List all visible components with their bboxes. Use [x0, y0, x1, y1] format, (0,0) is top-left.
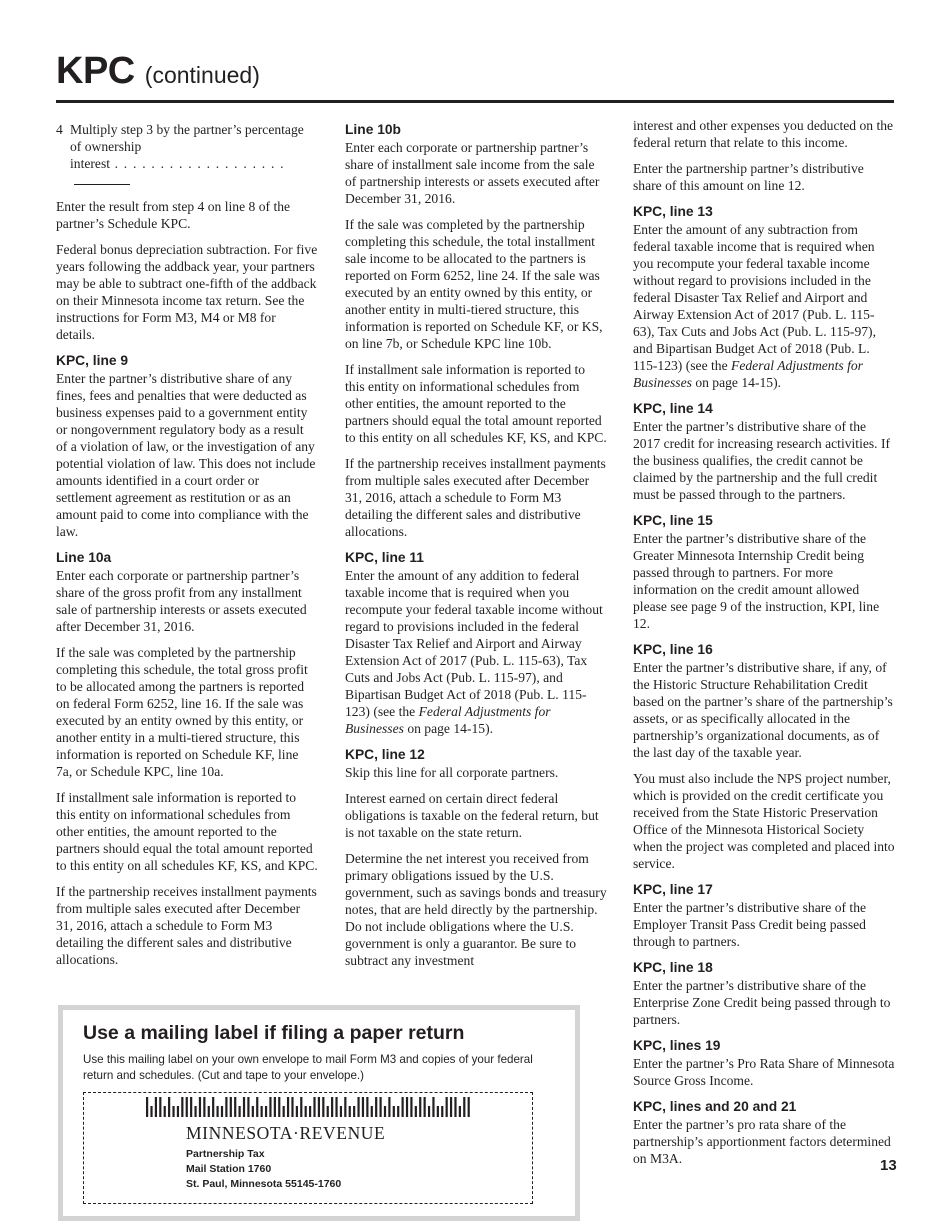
mailing-label-box: [58, 1005, 580, 1221]
heading-kpc-lines-20-21: KPC, lines and 20 and 21: [633, 1099, 797, 1114]
line-12-text-2: Interest earned on certain direct federal obligations is taxable on the federal return, but is not taxable on the state return.: [345, 791, 599, 840]
step-4-number: 4: [56, 122, 63, 137]
heading-kpc-line-11: KPC, line 11: [345, 550, 424, 565]
step-4-leader-dots: . . . . . . . . . . . . . . . . . . .: [110, 156, 285, 171]
heading-kpc-line-17: KPC, line 17: [633, 882, 713, 897]
line-13-text-b: on page 14-15).: [695, 375, 782, 390]
line-16-text-1: Enter the partner’s distributive share, if any, of the Historic Structure Rehabilitation Credit based on the partner’s share of the partnership’s assets, or as specifically allocated in the partnership’s organizational documents, as of the last day of the taxable year.: [633, 660, 893, 760]
line-10b-text-4: If the partnership receives installment payments from multiple sales executed after December 31, 2016, attach a schedule to Form M3 detailing the different sales and distributive allocations.: [345, 456, 606, 539]
line-12-text-3: Determine the net interest you received from primary obligations issued by the U.S. government, such as savings bonds and treasury notes, that are held directly by the partnership. Do not include obligations where the U.S. government is only a guarantor. Be sure to subtract any investment: [345, 851, 607, 968]
page-title: [56, 52, 260, 90]
mailing-label-title: Use a mailing label if filing a paper return: [83, 1022, 465, 1044]
heading-kpc-line-12: KPC, line 12: [345, 747, 425, 762]
step-4: [56, 121, 318, 189]
line-13-text-a: Enter the amount of any subtraction from federal taxable income that is required when you recompute your federal taxable income without regard to provisions included in the federal Disaster Tax Relief and Airport and Airway Extension Act of 2017 (Pub. L. 115-63), Tax Cuts and Jobs Act (Pub. L. 115-97), and Bipartisan Budget Act of 2018 (Pub. L. 115-123) (see the: [633, 222, 876, 373]
heading-line-10a: Line 10a: [56, 550, 112, 565]
line-10b-text-3: If installment sale information is reported to this entity on informational schedules from other entities, the amount reported to the partners should equal the total amount reported to this entity on all schedules KF, KS, and KPC.: [345, 362, 607, 445]
heading-kpc-line-13: KPC, line 13: [633, 204, 713, 219]
cut-out-mailing-label: [83, 1092, 533, 1204]
heading-kpc-line-18: KPC, line 18: [633, 960, 713, 975]
postal-barcode-icon: [146, 1097, 472, 1117]
page-title-main: KPC: [56, 50, 135, 92]
page-title-continued: (continued): [144, 62, 260, 88]
line-10a-text-2: If the sale was completed by the partnership completing this schedule, the total gross profit to be allocated among the partners is reported on federal Form 6252, line 16. If the sale was executed by an entity owned by this entity, or another entity in a multi-tiered structure, this information is reported on Schedule KF, line 7a, or Schedule KPC, line 10a.: [56, 645, 308, 779]
step-4-entry-line: [74, 184, 130, 185]
address-line-1: Partnership Tax: [186, 1148, 265, 1160]
title-rule: [56, 100, 894, 103]
line-20-21-text: Enter the partner’s pro rata share of the partnership’s apportionment factors determined on M3A.: [633, 1117, 891, 1166]
bonus-depreciation-note: Federal bonus depreciation subtraction. For five years following the addback year, your partners may be able to subtract one-fifth of the addback on their Minnesota income tax return. See the instructions for Form M3, M4 or M8 for details.: [56, 242, 318, 342]
line-10b-text-2: If the sale was completed by the partnership completing this schedule, the total installment sale income to be allocated to the partners is reported on Form 6252, line 24. If the sale was executed by an entity owned by this entity, or another entity in multi-tiered structure, this information is reported on Schedule KF, or KS, on line 7b, or Schedule KPC line 10b.: [345, 217, 603, 351]
heading-kpc-line-15: KPC, line 15: [633, 513, 713, 528]
line-11-text: [345, 567, 607, 737]
line-13-reference: Federal Adjustments for Businesses: [633, 358, 863, 390]
step-4-result-note: Enter the result from step 4 on line 8 of the partner’s Schedule KPC.: [56, 199, 291, 231]
column-middle: [345, 121, 607, 978]
line-11-text-b: on page 14-15).: [407, 721, 494, 736]
heading-kpc-lines-19: KPC, lines 19: [633, 1038, 721, 1053]
line-11-reference: Federal Adjustments for Businesses: [345, 704, 551, 736]
step-4-text: Multiply step 3 by the partner’s percentage of ownership: [70, 122, 304, 154]
mailing-label-instructions: Use this mailing label on your own envelope to mail Form M3 and copies of your federal return and schedules. (Cut and tape to your envelope.): [83, 1053, 533, 1082]
step-4-interest: interest: [70, 156, 111, 171]
heading-kpc-line-16: KPC, line 16: [633, 642, 713, 657]
heading-kpc-line-14: KPC, line 14: [633, 401, 713, 416]
page-number: 13: [880, 1157, 897, 1174]
line-12-continued-1: interest and other expenses you deducted on the federal return that relate to this income.: [633, 118, 894, 150]
mailing-address: [186, 1147, 341, 1192]
line-14-text: Enter the partner’s distributive share of the 2017 credit for increasing research activities. If the business qualifies, the credit cannot be claimed by the partnership and the full credit must be passed through to the partners.: [633, 419, 891, 502]
line-10a-text-3: If installment sale information is reported to this entity on informational schedules from other entities, the amount reported to the partners should equal the total amount reported to this entity on all schedules KF, KS, and KPC.: [56, 790, 318, 873]
line-19-text: Enter the partner’s Pro Rata Share of Minnesota Source Gross Income.: [633, 1056, 895, 1088]
line-18-text: Enter the partner’s distributive share of the Enterprise Zone Credit being passed through to partners.: [633, 978, 891, 1027]
line-10a-text-4: If the partnership receives installment payments from multiple sales executed after December 31, 2016, attach a schedule to Form M3 detailing the different sales and distributive allocations.: [56, 884, 317, 967]
line-11-text-a: Enter the amount of any addition to federal taxable income that is required when you recompute your federal taxable income without regard to provisions included in the federal Disaster Tax Relief and Airport and Airway Extension Act of 2017 (Pub. L. 115-63), Tax Cuts and Jobs Act (Pub. L. 115-97), and Bipartisan Budget Act of 2018 (Pub. L. 115-123) (see the: [345, 568, 603, 719]
heading-kpc-line-9: KPC, line 9: [56, 353, 129, 368]
line-15-text: Enter the partner’s distributive share of the Greater Minnesota Internship Credit being passed through to partners. For more information on the credit amount allowed please see page 9 of the instruction, KPI, line 12.: [633, 531, 880, 631]
line-10b-text-1: Enter each corporate or partnership partner’s share of installment sale income from the sale of partnership interests or assets executed after December 31, 2016.: [345, 140, 600, 206]
heading-line-10b: Line 10b: [345, 122, 401, 137]
address-line-2: Mail Station 1760: [186, 1163, 272, 1175]
minnesota-revenue-logo: MINNESOTA·REVENUE: [186, 1123, 386, 1143]
address-line-3: St. Paul, Minnesota 55145-1760: [186, 1178, 342, 1190]
line-12-text-1: Skip this line for all corporate partners.: [345, 765, 559, 780]
column-left: [56, 121, 318, 977]
line-9-text: Enter the partner’s distributive share of any fines, fees and penalties that were deducted as business expenses paid to a government entity or nongovernment regulatory body as a result of a violation of law, or the investigation of any potential violation of law. This does not include amounts identified in a court order or settlement agreement as restitution or as an amount paid to come into compliance with the law.: [56, 371, 316, 539]
line-13-text: [633, 221, 895, 391]
step-4-body: [70, 121, 318, 189]
line-17-text: Enter the partner’s distributive share of the Employer Transit Pass Credit being passed through to partners.: [633, 900, 867, 949]
line-16-text-2: You must also include the NPS project number, which is provided on the credit certificate you received from the State Historic Preservation Office of the Minnesota Historical Society when the project was completed and placed into service.: [633, 771, 895, 871]
line-12-continued-2: Enter the partnership partner’s distributive share of this amount on line 12.: [633, 161, 864, 193]
line-10a-text-1: Enter each corporate or partnership partner’s share of the gross profit from any installment sale of partnership interests or assets executed after December 31, 2016.: [56, 568, 307, 634]
column-right: [633, 117, 895, 1176]
